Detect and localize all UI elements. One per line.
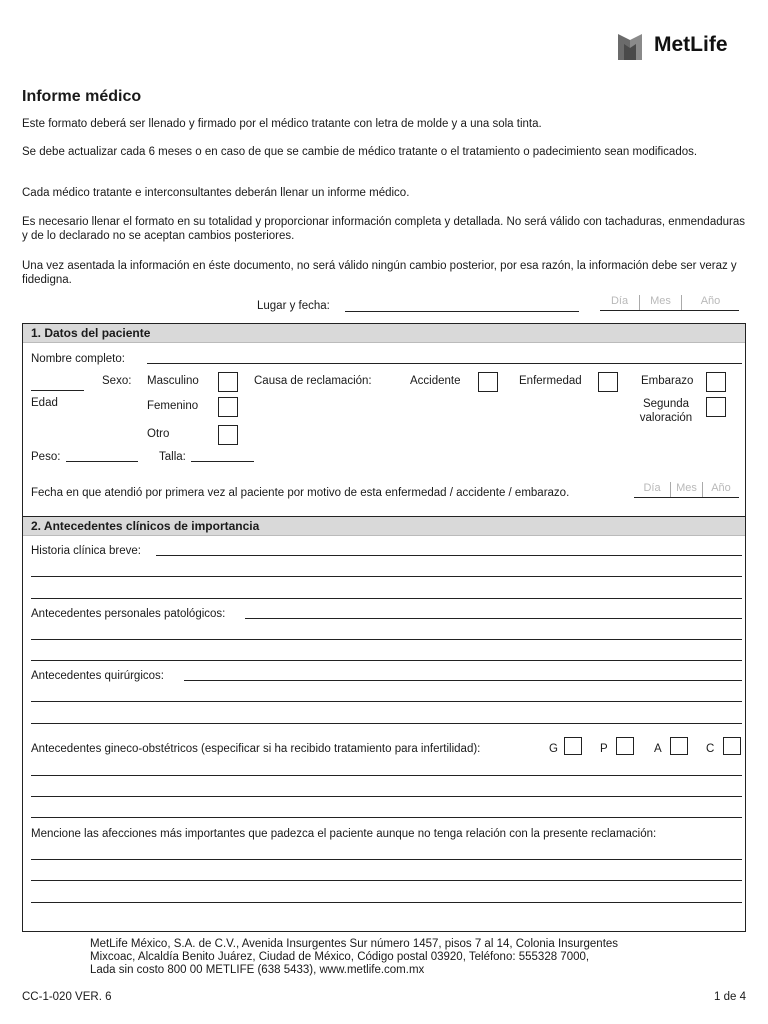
place-date-field[interactable] (345, 311, 579, 312)
pathological-label: Antecedentes personales patológicos: (31, 608, 226, 620)
accident-label: Accidente (410, 375, 461, 387)
a-label: A (654, 743, 662, 755)
pregnancy-label: Embarazo (641, 375, 694, 387)
height-label: Talla: (159, 451, 186, 463)
page-number: 1 de 4 (714, 991, 746, 1003)
footer-line: Mixcoac, Alcaldía Benito Juárez, Ciudad de México, Código postal 03920, Teléfono: 555328 7000, (90, 951, 590, 963)
month-placeholder: Mes (640, 295, 682, 310)
male-checkbox[interactable] (218, 372, 238, 392)
section-2-title: 2. Antecedentes clínicos de importancia (23, 517, 745, 536)
p-checkbox[interactable] (616, 737, 634, 755)
other-label: Otro (147, 428, 170, 440)
section-clinical-history (22, 516, 746, 932)
conditions-line[interactable] (31, 902, 742, 903)
history-line[interactable] (31, 598, 742, 599)
day-placeholder: Día (634, 482, 671, 497)
form-code: CC-1-020 VER. 6 (22, 991, 112, 1003)
pathological-line[interactable] (31, 660, 742, 661)
pathological-line[interactable] (31, 639, 742, 640)
second-opinion-checkbox[interactable] (706, 397, 726, 417)
p-label: P (600, 743, 608, 755)
g-label: G (549, 743, 558, 755)
age-field[interactable] (31, 390, 84, 391)
metlife-logo (616, 30, 728, 60)
age-label: Edad (31, 397, 58, 409)
gyneco-line[interactable] (31, 775, 742, 776)
a-checkbox[interactable] (670, 737, 688, 755)
month-placeholder: Mes (671, 482, 703, 497)
year-placeholder: Año (711, 482, 731, 494)
conditions-line[interactable] (31, 880, 742, 881)
history-label: Historia clínica breve: (31, 545, 141, 557)
c-label: C (706, 743, 715, 755)
first-attention-date-boxes[interactable] (634, 482, 739, 498)
illness-label: Enfermedad (519, 375, 582, 387)
weight-field[interactable] (66, 461, 138, 462)
intro-paragraph-3: Cada médico tratante e interconsultantes deberán llenar un informe médico. (22, 187, 410, 199)
second-opinion-label: Segunda valoración (639, 398, 693, 424)
footer-address (90, 938, 710, 977)
place-date-label: Lugar y fecha: (257, 300, 330, 312)
footer-line: Lada sin costo 800 00 METLIFE (638 5433), www.metlife.com.mx (90, 964, 425, 976)
male-label: Masculino (147, 375, 199, 387)
history-field[interactable] (156, 555, 742, 556)
other-checkbox[interactable] (218, 425, 238, 445)
intro-paragraph-4: Es necesario llenar el formato en su totalidad y proporcionar información completa y detallada. No será válido con tachaduras, enmendaduras y de lo declarado no se aceptan cambios posteriores. (22, 216, 745, 242)
height-field[interactable] (191, 461, 254, 462)
female-label: Femenino (147, 400, 199, 412)
intro-paragraph-1: Este formato deberá ser llenado y firmado por el médico tratante con letra de molde y a una sola tinta. (22, 118, 542, 130)
weight-label: Peso: (31, 451, 61, 463)
full-name-field[interactable] (147, 363, 742, 364)
gyneco-line[interactable] (31, 796, 742, 797)
pathological-field[interactable] (245, 618, 742, 619)
conditions-label: Mencione las afecciones más importantes que padezca el paciente aunque no tenga relación con la presente reclamación: (31, 828, 657, 840)
accident-checkbox[interactable] (478, 372, 498, 392)
surgical-label: Antecedentes quirúrgicos: (31, 670, 164, 682)
metlife-logo-icon (616, 30, 648, 60)
page-title: Informe médico (22, 88, 142, 105)
gyneco-label: Antecedentes gineco-obstétricos (especificar si ha recibido tratamiento para infertilidad): (31, 743, 481, 755)
full-name-label: Nombre completo: (31, 353, 125, 365)
surgical-line[interactable] (31, 723, 742, 724)
claim-cause-label: Causa de reclamación: (254, 375, 372, 387)
place-date-boxes[interactable] (600, 295, 739, 311)
history-line[interactable] (31, 576, 742, 577)
intro-paragraph-5: Una vez asentada la información en éste documento, no será válido ningún cambio posterior, por esa razón, la información debe ser veraz y fidedigna. (22, 260, 737, 286)
day-placeholder: Día (600, 295, 640, 310)
first-attention-label: Fecha en que atendió por primera vez al paciente por motivo de esta enfermedad / accidente / embarazo. (31, 487, 570, 499)
surgical-field[interactable] (184, 680, 742, 681)
conditions-line[interactable] (31, 859, 742, 860)
section-1-title: 1. Datos del paciente (23, 324, 745, 343)
g-checkbox[interactable] (564, 737, 582, 755)
gyneco-line[interactable] (31, 817, 742, 818)
footer-line: MetLife México, S.A. de C.V., Avenida Insurgentes Sur número 1457, pisos 7 al 14, Colonia Insurgentes (90, 938, 619, 950)
logo-text: MetLife (654, 33, 728, 56)
female-checkbox[interactable] (218, 397, 238, 417)
pregnancy-checkbox[interactable] (706, 372, 726, 392)
year-placeholder: Año (700, 295, 721, 307)
illness-checkbox[interactable] (598, 372, 618, 392)
sex-label: Sexo: (102, 375, 132, 387)
intro-paragraph-2: Se debe actualizar cada 6 meses o en caso de que se cambie de médico tratante o el tratamiento o padecimiento sean modificados. (22, 146, 698, 158)
surgical-line[interactable] (31, 701, 742, 702)
c-checkbox[interactable] (723, 737, 741, 755)
